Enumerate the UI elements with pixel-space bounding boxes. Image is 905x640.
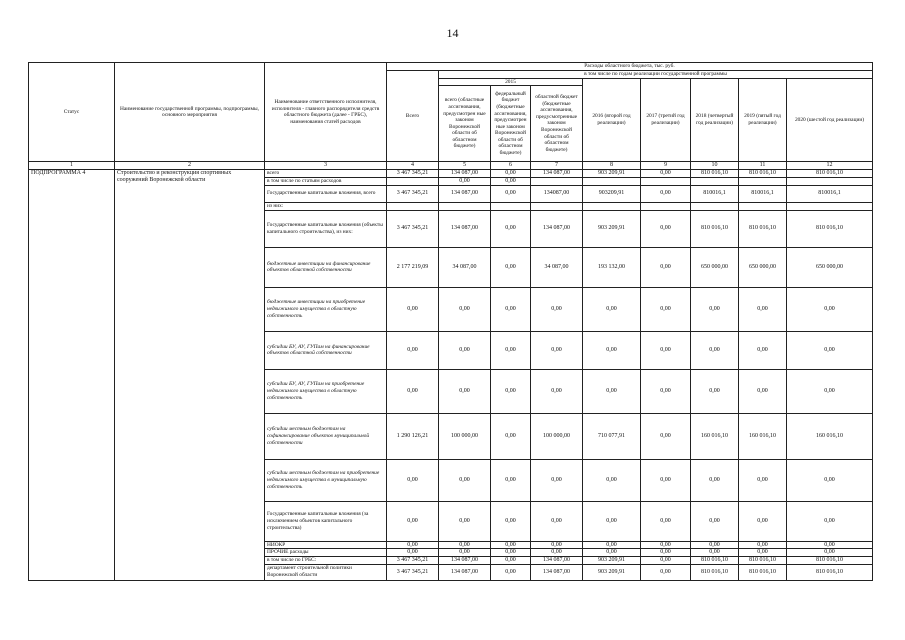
header-2020: 2020 (шестой год реализации) xyxy=(787,78,873,162)
amount-cell: 0,00 xyxy=(439,178,491,186)
amount-cell xyxy=(641,202,691,210)
amount-cell: 0,00 xyxy=(641,556,691,564)
header-2015-regional: областной бюджет (бюджетные ассигнования, предусмотренные законом Воронежской области об областном бюджете) xyxy=(531,86,583,162)
amount-cell: 0,00 xyxy=(641,287,691,331)
amount-cell: 0,00 xyxy=(491,413,531,459)
expense-item-label: в том числе по ГРБС: xyxy=(265,556,387,564)
amount-cell: 903 209,91 xyxy=(583,170,641,178)
amount-cell: 0,00 xyxy=(787,331,873,369)
amount-cell: 810 016,10 xyxy=(691,564,739,580)
column-number: 10 xyxy=(691,162,739,170)
amount-cell: 810 016,10 xyxy=(739,170,787,178)
amount-cell: 0,00 xyxy=(739,369,787,413)
expense-item-label: ПРОЧИЕ расходы xyxy=(265,549,387,557)
amount-cell xyxy=(691,178,739,186)
amount-cell: 810 016,10 xyxy=(691,210,739,247)
amount-cell: 1 290 126,21 xyxy=(387,413,439,459)
amount-cell: 0,00 xyxy=(531,541,583,549)
amount-cell: 0,00 xyxy=(691,459,739,501)
header-2019: 2019 (пятый год реализации) xyxy=(739,78,787,162)
amount-cell: 810 016,10 xyxy=(787,564,873,580)
amount-cell: 0,00 xyxy=(387,549,439,557)
amount-cell xyxy=(531,178,583,186)
amount-cell: 134 087,00 xyxy=(439,170,491,178)
amount-cell: 0,00 xyxy=(439,369,491,413)
amount-cell xyxy=(491,202,531,210)
amount-cell: 3 467 345,21 xyxy=(387,210,439,247)
amount-cell: 0,00 xyxy=(491,369,531,413)
amount-cell: 134 087,00 xyxy=(439,210,491,247)
amount-cell xyxy=(739,202,787,210)
column-number: 11 xyxy=(739,162,787,170)
expense-item-label: департамент строительной политики Воронежской области xyxy=(265,564,387,580)
amount-cell: 0,00 xyxy=(387,287,439,331)
amount-cell: 0,00 xyxy=(531,287,583,331)
amount-cell: 0,00 xyxy=(491,210,531,247)
amount-cell: 810 016,10 xyxy=(739,556,787,564)
amount-cell xyxy=(583,202,641,210)
amount-cell: 0,00 xyxy=(491,185,531,202)
amount-cell: 0,00 xyxy=(787,501,873,541)
amount-cell: 0,00 xyxy=(491,459,531,501)
amount-cell: 134 087,00 xyxy=(439,185,491,202)
table-row xyxy=(29,170,873,178)
amount-cell: 0,00 xyxy=(641,210,691,247)
expense-item-label: Государственные капитальные вложения, всего xyxy=(265,185,387,202)
amount-cell: 810016,1 xyxy=(739,185,787,202)
amount-cell: 134 087,00 xyxy=(531,556,583,564)
column-number: 5 xyxy=(439,162,491,170)
amount-cell xyxy=(439,202,491,210)
subprogram-status: ПОДПРОГРАММА 4 xyxy=(29,170,115,580)
amount-cell: 0,00 xyxy=(641,331,691,369)
amount-cell: 0,00 xyxy=(641,549,691,557)
amount-cell: 810016,1 xyxy=(787,185,873,202)
expense-item-label: Государственные капитальные вложения (объекты капитального строительства), из них: xyxy=(265,210,387,247)
column-number: 9 xyxy=(641,162,691,170)
column-number: 6 xyxy=(491,162,531,170)
header-2015-total: всего (областные ассигнования, предусмотрен ные законом Воронежской области об областном бюджете) xyxy=(439,86,491,162)
amount-cell: 0,00 xyxy=(531,549,583,557)
amount-cell: 134 087,00 xyxy=(439,564,491,580)
amount-cell: 0,00 xyxy=(387,331,439,369)
header-2018: 2018 (четвертый год реализации) xyxy=(691,78,739,162)
amount-cell xyxy=(739,178,787,186)
expense-item-label: субсидии БУ, АУ, ГУПам на финансирование объектов областной собственности xyxy=(265,331,387,369)
amount-cell: 0,00 xyxy=(641,564,691,580)
amount-cell: 0,00 xyxy=(387,369,439,413)
expense-item-label: из них: xyxy=(265,202,387,210)
amount-cell: 0,00 xyxy=(641,369,691,413)
column-number: 4 xyxy=(387,162,439,170)
amount-cell xyxy=(531,202,583,210)
amount-cell xyxy=(691,202,739,210)
budget-table xyxy=(28,62,873,581)
amount-cell: 810 016,10 xyxy=(739,210,787,247)
amount-cell xyxy=(387,202,439,210)
column-number: 1 xyxy=(29,162,115,170)
expense-item-label: субсидии местным бюджетам на приобретение недвижимого имущества в муниципальную собственность xyxy=(265,459,387,501)
amount-cell: 0,00 xyxy=(691,501,739,541)
amount-cell: 0,00 xyxy=(387,541,439,549)
header-by-years: в том числе по годам реализации государственной программы xyxy=(439,71,873,79)
amount-cell: 0,00 xyxy=(583,549,641,557)
amount-cell: 2 177 219,09 xyxy=(387,247,439,287)
header-executor: Наименование ответственного исполнителя, исполнителя - главного распорядителя средств областного бюджета (далее - ГРБС), наименования статей расходов xyxy=(265,63,387,162)
amount-cell: 903 209,91 xyxy=(583,564,641,580)
expense-item-label: субсидии местным бюджетам на софинансирование объектов муниципальной собственности xyxy=(265,413,387,459)
amount-cell: 810 016,10 xyxy=(691,556,739,564)
amount-cell: 3 467 345,21 xyxy=(387,170,439,178)
amount-cell: 0,00 xyxy=(491,178,531,186)
amount-cell: 0,00 xyxy=(583,287,641,331)
amount-cell: 0,00 xyxy=(739,541,787,549)
amount-cell: 100 000,00 xyxy=(439,413,491,459)
amount-cell: 0,00 xyxy=(491,287,531,331)
amount-cell: 0,00 xyxy=(387,459,439,501)
amount-cell: 100 000,00 xyxy=(531,413,583,459)
header-2017: 2017 (третий год реализации) xyxy=(641,78,691,162)
amount-cell: 134 087,00 xyxy=(439,556,491,564)
amount-cell: 650 000,00 xyxy=(787,247,873,287)
amount-cell: 0,00 xyxy=(641,247,691,287)
amount-cell: 0,00 xyxy=(739,331,787,369)
amount-cell: 0,00 xyxy=(641,459,691,501)
amount-cell: 134087,00 xyxy=(531,185,583,202)
column-number: 3 xyxy=(265,162,387,170)
amount-cell: 0,00 xyxy=(439,549,491,557)
amount-cell: 193 132,00 xyxy=(583,247,641,287)
amount-cell: 810 016,10 xyxy=(787,210,873,247)
amount-cell: 0,00 xyxy=(491,501,531,541)
amount-cell: 0,00 xyxy=(583,541,641,549)
page-number: 14 xyxy=(446,26,459,40)
amount-cell: 160 016,10 xyxy=(739,413,787,459)
expense-item-label: Государственные капитальные вложения (за исключением объектов капитального строительства) xyxy=(265,501,387,541)
amount-cell: 0,00 xyxy=(787,459,873,501)
expense-item-label: НИОКР xyxy=(265,541,387,549)
amount-cell: 0,00 xyxy=(641,541,691,549)
amount-cell: 0,00 xyxy=(583,369,641,413)
amount-cell: 3 467 345,21 xyxy=(387,564,439,580)
amount-cell: 650 000,00 xyxy=(739,247,787,287)
amount-cell: 0,00 xyxy=(787,287,873,331)
amount-cell: 810 016,10 xyxy=(691,170,739,178)
amount-cell: 160 016,10 xyxy=(787,413,873,459)
amount-cell: 0,00 xyxy=(691,331,739,369)
amount-cell: 903 209,91 xyxy=(583,556,641,564)
column-number: 12 xyxy=(787,162,873,170)
amount-cell: 0,00 xyxy=(583,501,641,541)
amount-cell: 903209,91 xyxy=(583,185,641,202)
amount-cell: 3 467 345,21 xyxy=(387,185,439,202)
amount-cell xyxy=(641,178,691,186)
amount-cell: 0,00 xyxy=(531,369,583,413)
amount-cell: 34 087,00 xyxy=(531,247,583,287)
amount-cell: 0,00 xyxy=(691,287,739,331)
amount-cell: 0,00 xyxy=(787,369,873,413)
amount-cell: 134 087,00 xyxy=(531,170,583,178)
amount-cell: 0,00 xyxy=(491,564,531,580)
amount-cell: 0,00 xyxy=(491,247,531,287)
amount-cell xyxy=(787,202,873,210)
amount-cell: 0,00 xyxy=(691,549,739,557)
amount-cell: 0,00 xyxy=(531,331,583,369)
expense-item-label: бюджетные инвестиции на финансирование объектов областной собственности xyxy=(265,247,387,287)
header-2015-federal: федеральный бюджет (бюджетные ассигнования, предусмотрен ные законом Воронежской области об областном бюджете) xyxy=(491,86,531,162)
column-number: 7 xyxy=(531,162,583,170)
amount-cell: 160 016,10 xyxy=(691,413,739,459)
amount-cell: 0,00 xyxy=(531,459,583,501)
amount-cell: 0,00 xyxy=(439,501,491,541)
amount-cell: 0,00 xyxy=(531,501,583,541)
amount-cell: 3 467 345,21 xyxy=(387,556,439,564)
amount-cell: 0,00 xyxy=(787,549,873,557)
amount-cell: 0,00 xyxy=(691,541,739,549)
amount-cell xyxy=(387,178,439,186)
amount-cell: 810 016,10 xyxy=(787,556,873,564)
amount-cell: 0,00 xyxy=(491,170,531,178)
amount-cell: 650 000,00 xyxy=(691,247,739,287)
expense-item-label: всего xyxy=(265,170,387,178)
amount-cell: 0,00 xyxy=(739,549,787,557)
amount-cell: 0,00 xyxy=(439,331,491,369)
amount-cell: 134 087,00 xyxy=(531,564,583,580)
amount-cell: 0,00 xyxy=(739,501,787,541)
amount-cell: 0,00 xyxy=(583,459,641,501)
expense-item-label: бюджетные инвестиции на приобретение недвижимого имущества в областную собственность xyxy=(265,287,387,331)
header-2016: 2016 (второй год реализации) xyxy=(583,78,641,162)
header-total: Всего xyxy=(387,71,439,162)
amount-cell: 0,00 xyxy=(439,541,491,549)
amount-cell: 0,00 xyxy=(641,413,691,459)
amount-cell: 0,00 xyxy=(691,369,739,413)
amount-cell: 810 016,10 xyxy=(739,564,787,580)
amount-cell: 0,00 xyxy=(387,501,439,541)
amount-cell: 0,00 xyxy=(787,541,873,549)
amount-cell: 0,00 xyxy=(491,541,531,549)
amount-cell: 810016,1 xyxy=(691,185,739,202)
subprogram-name: Строительство и реконструкция спортивных сооружений Воронежской области xyxy=(115,170,265,580)
amount-cell: 0,00 xyxy=(739,459,787,501)
header-status: Статус xyxy=(29,63,115,162)
expense-item-label: субсидии БУ, АУ, ГУПам на приобретение недвижимого имущества в областную собственность xyxy=(265,369,387,413)
amount-cell: 0,00 xyxy=(641,170,691,178)
header-program-name: Наименование государственной программы, подпрограммы, основного мероприятия xyxy=(115,63,265,162)
amount-cell: 0,00 xyxy=(439,459,491,501)
amount-cell: 0,00 xyxy=(491,549,531,557)
amount-cell: 810 016,10 xyxy=(787,170,873,178)
amount-cell xyxy=(583,178,641,186)
amount-cell: 0,00 xyxy=(491,331,531,369)
amount-cell: 134 087,00 xyxy=(531,210,583,247)
header-budget-title: Расходы областного бюджета, тыс. руб. xyxy=(387,63,873,71)
amount-cell: 903 209,91 xyxy=(583,210,641,247)
amount-cell: 0,00 xyxy=(491,556,531,564)
amount-cell: 34 087,00 xyxy=(439,247,491,287)
amount-cell: 0,00 xyxy=(641,185,691,202)
expense-item-label: в том числе по статьям расходов xyxy=(265,178,387,186)
amount-cell xyxy=(787,178,873,186)
amount-cell: 0,00 xyxy=(641,501,691,541)
amount-cell: 0,00 xyxy=(439,287,491,331)
amount-cell: 0,00 xyxy=(583,331,641,369)
header-year-2015: 2015 xyxy=(439,78,583,86)
column-number: 2 xyxy=(115,162,265,170)
amount-cell: 710 077,91 xyxy=(583,413,641,459)
amount-cell: 0,00 xyxy=(739,287,787,331)
column-number: 8 xyxy=(583,162,641,170)
